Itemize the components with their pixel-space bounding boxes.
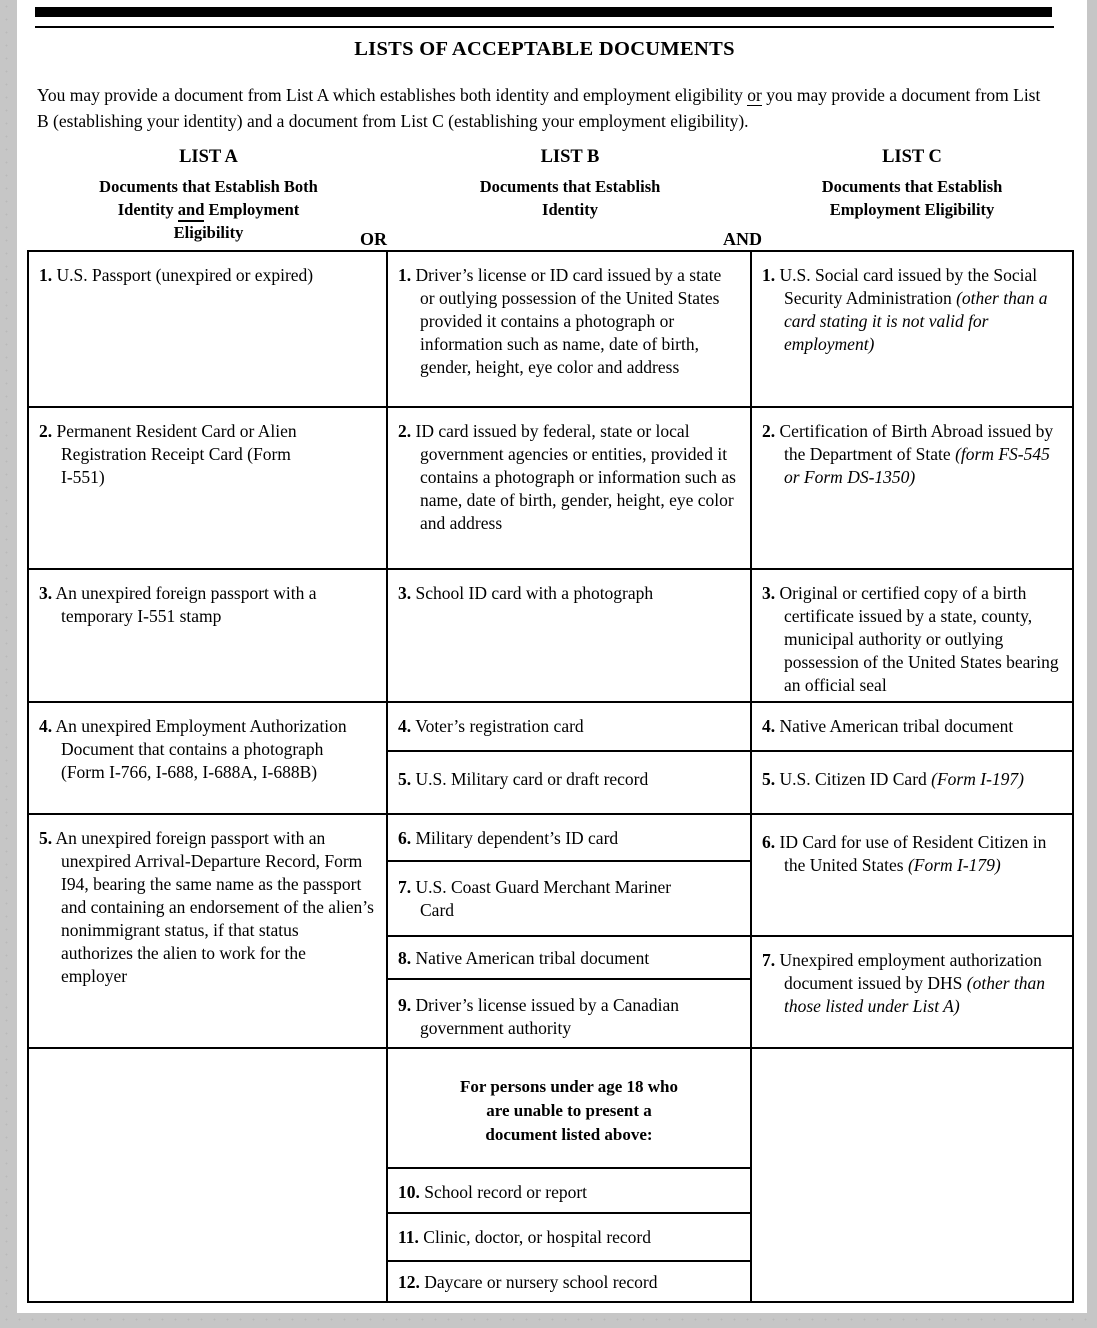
list-b-item-12: 12. Daycare or nursery school record [398,1272,658,1292]
list-a-item-5: 5. An unexpired foreign passport with an unexpired Arrival-Departure Record, Form I94, bearing the same name as the passport and containing an endorsement of the alien’s nonimmigrant status, if that status authorizes the alien to work for the employer [29,815,386,1049]
minor-note-line3: document listed above: [485,1125,653,1144]
list-b-item-6: 6. Military dependent’s ID card [388,815,750,862]
list-a-subtitle-line3: Eligibility [173,223,244,242]
list-b-item-4: 4. Voter’s registration card [388,703,750,752]
list-b-subtitle-line2: Identity [542,200,598,219]
list-a-item-2: 2. Permanent Resident Card or Alien Registration Receipt Card (Form I-551) [29,408,386,570]
list-a-title: LIST A [179,147,238,167]
list-c-subtitle [752,175,1072,221]
list-c-item-5: 5. U.S. Citizen ID Card (Form I-197) [752,752,1072,815]
list-a-item-1: 1. U.S. Passport (unexpired or expired) [29,252,386,408]
list-b-item-8: 8. Native American tribal document [388,937,750,980]
document-page [17,0,1087,1313]
list-b-item-10: 10. School record or report [388,1169,750,1214]
underlined-and: and [178,200,205,222]
list-a-subtitle-line2: Identity and Employment [29,198,388,221]
intro-text-before: You may provide a document from List A which establishes both identity and employment eligibility [37,85,748,105]
intro-text-after: you may provide a document from List B (establishing your identity) and a document from List C (establishing your employment eligibility). [37,85,1041,131]
page-title: LISTS OF ACCEPTABLE DOCUMENTS [354,38,735,60]
list-a-subtitle [29,175,388,244]
list-c-column [752,252,1072,1301]
intro-paragraph [37,82,1045,134]
list-b-column [388,252,752,1301]
list-a-item-3: 3. An unexpired foreign passport with a temporary I-551 stamp [29,570,386,703]
list-a-header-block [29,146,388,244]
and-connector: AND [723,229,762,249]
list-a-subtitle-line1: Documents that Establish Both [99,177,318,196]
list-b-item-7: 7. U.S. Coast Guard Merchant Mariner Card [388,862,750,937]
list-a-item-4: 4. An unexpired Employment Authorization Document that contains a photograph (Form I-766, I-688, I-688A, I-688B) [29,703,386,815]
horizontal-rule [35,26,1054,28]
list-c-item-4: 4. Native American tribal document [752,703,1072,752]
or-connector: OR [360,229,387,249]
list-c-empty-cell [752,1049,1072,1301]
minor-note-line1: For persons under age 18 who [459,1077,679,1096]
list-b-item-11: 11. Clinic, doctor, or hospital record [388,1214,750,1262]
intro-or-underlined: or [747,85,762,105]
list-c-item-6: 6. ID Card for use of Resident Citizen in the United States (Form I-179) [752,815,1072,937]
list-c-item-3: 3. Original or certified copy of a birth certificate issued by a state, county, municipal authority or outlying possession of the United States bearing an official seal [752,570,1072,703]
page-break-bar [35,7,1052,17]
column-headers-band [29,146,1072,249]
list-b-header-block [388,146,752,244]
list-a-empty-cell [29,1049,386,1301]
list-a-column [29,252,388,1301]
list-c-subtitle-line1: Documents that Establish [821,177,1003,196]
minor-note-line2: are unable to present a [486,1101,652,1120]
list-b-item-1: 1. Driver’s license or ID card issued by a state or outlying possession of the United States provided it contains a photograph or information such as name, date of birth, gender, height, eye color and address [388,252,750,408]
list-b-item-9: 9. Driver’s license issued by a Canadian government authority [388,980,750,1049]
list-b-item-3: 3. School ID card with a photograph [388,570,750,703]
list-b-minor-note [388,1049,750,1169]
documents-table [27,250,1074,1303]
list-c-item-2: 2. Certification of Birth Abroad issued by the Department of State (form FS-545 or Form DS-1350) [752,408,1072,570]
list-b-title: LIST B [540,147,600,167]
list-b-subtitle-line1: Documents that Establish [479,177,661,196]
list-c-item-1: 1. U.S. Social card issued by the Social Security Administration (other than a card stating it is not valid for employment) [752,252,1072,408]
list-c-title: LIST C [882,147,942,167]
list-c-header-block [752,146,1072,244]
list-b-item-5: 5. U.S. Military card or draft record [388,752,750,815]
list-b-subtitle [388,175,752,221]
list-c-item-7: 7. Unexpired employment authorization document issued by DHS (other than those listed under List A) [752,937,1072,1049]
list-b-item-2: 2. ID card issued by federal, state or local government agencies or entities, provided it contains a photograph or information such as name, date of birth, gender, height, eye color and address [388,408,750,570]
list-c-subtitle-line2: Employment Eligibility [829,200,995,219]
